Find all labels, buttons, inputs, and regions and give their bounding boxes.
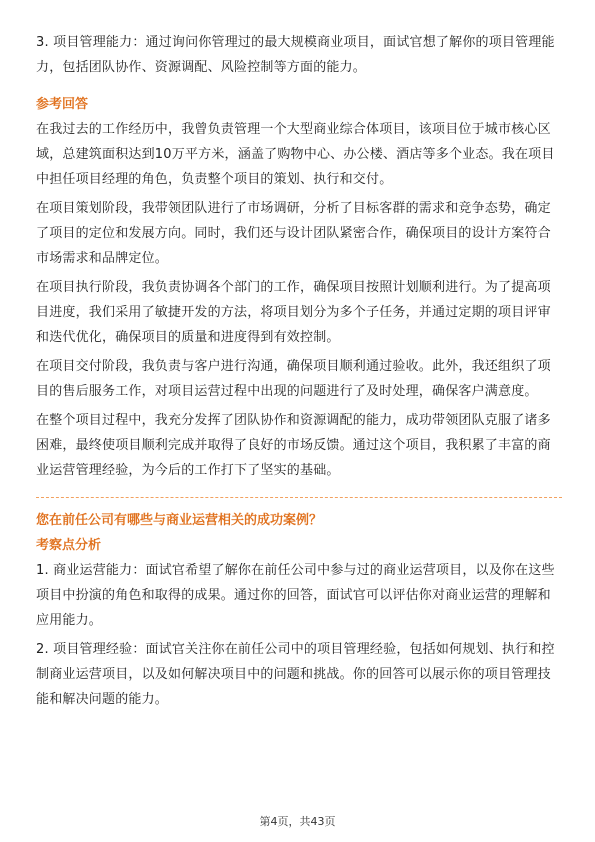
analysis-point: 2. 项目管理经验：面试官关注你在前任公司中的项目管理经验，包括如何规划、执行和控制商业运营项目，以及如何解决项目中的问题和挑战。你的回答可以展示你的项目管理技能和解决问题的能力。 bbox=[36, 642, 555, 707]
answer-heading: 参考回答 bbox=[36, 97, 89, 112]
page-footer: 第4页，共43页 bbox=[259, 815, 336, 828]
analysis-point: 1. 商业运营能力：面试官希望了解你在前任公司中参与过的商业运营项目，以及你在这些项目中扮演的角色和取得的成果。通过你的回答，面试官可以评估你对商业运营的理解和应用能力。 bbox=[36, 563, 555, 628]
answer-paragraph: 在项目策划阶段，我带领团队进行了市场调研，分析了目标客群的需求和竞争态势，确定了项目的定位和发展方向。同时，我们还与设计团队紧密合作，确保项目的设计方案符合市场需求和品牌定位。 bbox=[36, 201, 551, 266]
analysis-heading: 考察点分析 bbox=[36, 538, 102, 553]
section-divider bbox=[36, 497, 562, 498]
answer-paragraph: 在项目执行阶段，我负责协调各个部门的工作，确保项目按照计划顺利进行。为了提高项目进度，我们采用了敏捷开发的方法，将项目划分为多个子任务，并通过定期的项目评审和迭代优化，确保项目的质量和进度得到有效控制。 bbox=[36, 280, 551, 345]
question-title: 您在前任公司有哪些与商业运营相关的成功案例？ bbox=[36, 513, 323, 528]
point-3-text: 3. 项目管理能力：通过询问你管理过的最大规模商业项目，面试官想了解你的项目管理能力，包括团队协作、资源调配、风险控制等方面的能力。 bbox=[36, 35, 555, 75]
answer-paragraph: 在整个项目过程中，我充分发挥了团队协作和资源调配的能力，成功带领团队克服了诸多困难，最终使项目顺利完成并取得了良好的市场反馈。通过这个项目，我积累了丰富的商业运营管理经验，为今后的工作打下了坚实的基础。 bbox=[36, 413, 551, 478]
answer-paragraph: 在项目交付阶段，我负责与客户进行沟通，确保项目顺利通过验收。此外，我还组织了项目的售后服务工作，对项目运营过程中出现的问题进行了及时处理，确保客户满意度。 bbox=[36, 359, 551, 399]
answer-paragraph: 在我过去的工作经历中，我曾负责管理一个大型商业综合体项目，该项目位于城市核心区域，总建筑面积达到10万平方米，涵盖了购物中心、办公楼、酒店等多个业态。我在项目中担任项目经理的角色，负责整个项目的策划、执行和交付。 bbox=[36, 122, 555, 187]
document-body bbox=[36, 30, 562, 712]
